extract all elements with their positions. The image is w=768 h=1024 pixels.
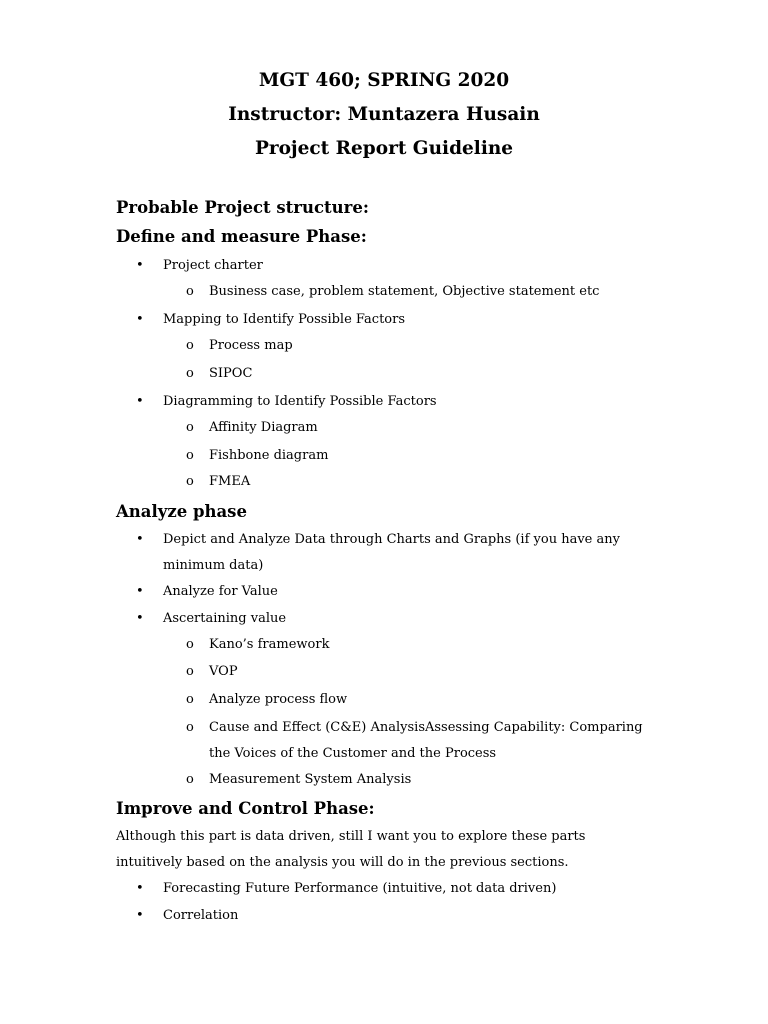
list-item: Project charter <box>163 258 263 273</box>
sub-bullet-icon: o <box>186 474 194 489</box>
list-item-continuation: minimum data) <box>163 558 264 573</box>
sub-list-item: VOP <box>209 664 238 679</box>
improve-phase-heading: Improve and Control Phase: <box>116 799 375 818</box>
sub-bullet-icon: o <box>186 664 194 679</box>
course-title: MGT 460; SPRING 2020 <box>258 70 510 91</box>
sub-list-item: Measurement System Analysis <box>209 772 412 787</box>
sub-list-item: Fishbone diagram <box>209 448 329 463</box>
improve-paragraph-line: Although this part is data driven, still I want you to explore these parts <box>116 829 586 844</box>
bullet-icon: • <box>136 881 144 896</box>
sub-bullet-icon: o <box>186 772 194 787</box>
sub-list-item: SIPOC <box>209 366 253 381</box>
sub-bullet-icon: o <box>186 338 194 353</box>
sub-list-item-continuation: the Voices of the Customer and the Process <box>209 746 497 761</box>
list-item: Forecasting Future Performance (intuitive, not data driven) <box>163 881 557 896</box>
analyze-phase-heading: Analyze phase <box>116 502 247 521</box>
sub-bullet-icon: o <box>186 420 194 435</box>
list-item: Correlation <box>163 908 239 923</box>
sub-bullet-icon: o <box>186 448 194 463</box>
bullet-icon: • <box>136 394 144 409</box>
sub-list-item: Affinity Diagram <box>209 420 318 435</box>
sub-list-item: FMEA <box>209 474 251 489</box>
sub-bullet-icon: o <box>186 637 194 652</box>
sub-list-item: Cause and Effect (C&E) AnalysisAssessing Capability: Comparing <box>209 720 643 735</box>
list-item: Ascertaining value <box>163 611 287 626</box>
sub-bullet-icon: o <box>186 720 194 735</box>
define-phase-heading: Define and measure Phase: <box>116 227 367 246</box>
document-title: Project Report Guideline <box>254 138 514 159</box>
sub-bullet-icon: o <box>186 284 194 299</box>
list-item: Mapping to Identify Possible Factors <box>163 312 406 327</box>
list-item: Diagramming to Identify Possible Factors <box>163 394 437 409</box>
bullet-icon: • <box>136 584 144 599</box>
instructor-line: Instructor: Muntazera Husain <box>228 104 540 125</box>
bullet-icon: • <box>136 312 144 327</box>
sub-list-item: Analyze process flow <box>209 692 348 707</box>
bullet-icon: • <box>136 611 144 626</box>
improve-paragraph-line: intuitively based on the analysis you will do in the previous sections. <box>116 855 569 870</box>
list-item: Analyze for Value <box>163 584 278 599</box>
sub-list-item: Process map <box>209 338 293 353</box>
bullet-icon: • <box>136 532 144 547</box>
sub-list-item: Business case, problem statement, Objective statement etc <box>209 284 600 299</box>
bullet-icon: • <box>136 908 144 923</box>
structure-heading: Probable Project structure: <box>116 198 369 217</box>
sub-bullet-icon: o <box>186 366 194 381</box>
list-item: Depict and Analyze Data through Charts and Graphs (if you have any <box>163 532 620 547</box>
sub-bullet-icon: o <box>186 692 194 707</box>
bullet-icon: • <box>136 258 144 273</box>
sub-list-item: Kano’s framework <box>209 637 330 652</box>
